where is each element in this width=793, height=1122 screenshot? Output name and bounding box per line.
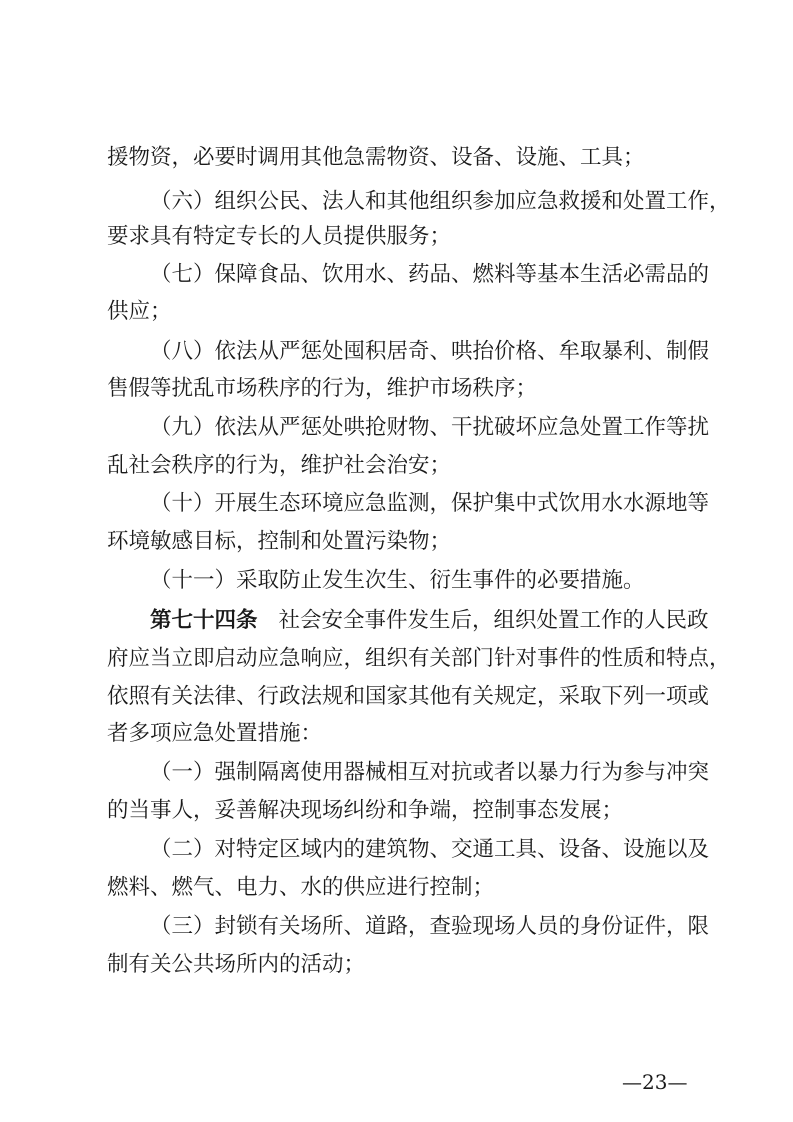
text-line: 的当事人，妥善解决现场纠纷和争端，控制事态发展； <box>107 798 624 823</box>
text-line: （二）对特定区域内的建筑物、交通工具、设备、设施以及 <box>150 837 710 862</box>
text-line: 者多项应急处置措施： <box>107 721 323 746</box>
text-line: （十）开展生态环境应急监测，保护集中式饮用水水源地等 <box>150 491 710 516</box>
text-line: （十一）采取防止发生次生、衍生事件的必要措施。 <box>150 568 645 593</box>
text-line: 援物资，必要时调用其他急需物资、设备、设施、工具； <box>107 145 645 170</box>
text-line: 燃料、燃气、电力、水的供应进行控制； <box>107 875 495 900</box>
text-line: （七）保障食品、饮用水、药品、燃料等基本生活必需品的 <box>150 262 710 287</box>
text-line: 要求具有特定专长的人员提供服务； <box>107 224 452 249</box>
article-text: 社会安全事件发生后，组织处置工作的人民政 <box>278 608 709 633</box>
text-line: 售假等扰乱市场秩序的行为，维护市场秩序； <box>107 376 538 401</box>
text-line: （九）依法从严惩处哄抢财物、干扰破坏应急处置工作等扰 <box>150 415 710 440</box>
text-line: 依照有关法律、行政法规和国家其他有关规定，采取下列一项或 <box>107 684 710 709</box>
text-line: （三）封锁有关场所、道路，查验现场人员的身份证件，限 <box>150 914 710 939</box>
text-line: 供应； <box>107 299 172 324</box>
article-heading: 第七十四条 <box>150 608 258 633</box>
text-line: （六）组织公民、法人和其他组织参加应急救援和处置工作， <box>150 189 731 214</box>
text-line: （一）强制隔离使用器械相互对抗或者以暴力行为参与冲突 <box>150 760 710 785</box>
text-line: （八）依法从严惩处囤积居奇、哄抬价格、牟取暴利、制假 <box>150 339 710 364</box>
text-line: 制有关公共场所内的活动； <box>107 952 366 977</box>
page-number: —23— <box>622 1070 688 1094</box>
text-line: 环境敏感目标，控制和处置污染物； <box>107 529 452 554</box>
article-line <box>150 606 709 636</box>
text-line: 乱社会秩序的行为，维护社会治安； <box>107 453 452 478</box>
text-line: 府应当立即启动应急响应，组织有关部门针对事件的性质和特点， <box>107 646 731 671</box>
